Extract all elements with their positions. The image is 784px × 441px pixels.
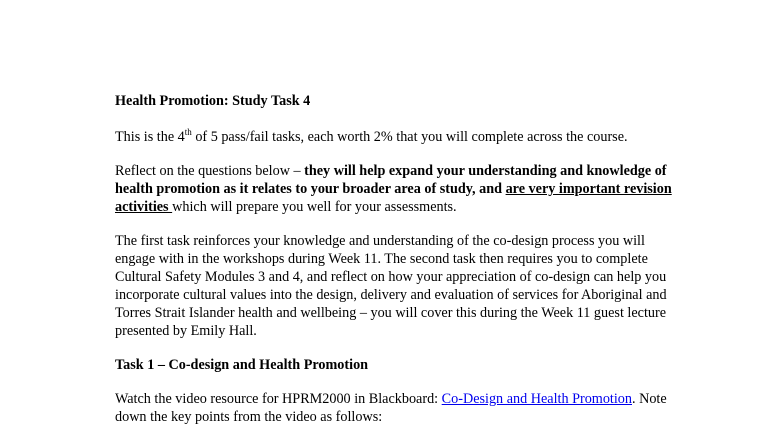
task1-heading: Task 1 – Co-design and Health Promotion	[115, 357, 369, 373]
reflect-paragraph	[115, 162, 675, 216]
intro-text-end: of 5 pass/fail tasks, each worth 2% that you will complete across the course.	[191, 129, 628, 145]
task1-note-text: . Note down the key points from the video as follows:	[115, 391, 667, 425]
intro-paragraph	[115, 128, 675, 146]
reflect-bold-underline-text: are very important revision activities	[115, 181, 672, 215]
tasks-overview-paragraph: The first task reinforces your knowledge and understanding of the co-design process you will engage with in the workshops during Week 11. The second task then requires you to complete Cultural Safety Modules 3 and 4, and reflect on how your appreciation of co-design can help you incorporate cultural values into the design, delivery and evaluation of services for Aboriginal and Torres Strait Islander health and wellbeing – you will cover this during the Week 11 guest lecture presented by Emily Hall.	[115, 233, 667, 339]
task1-instructions	[115, 390, 675, 426]
reflect-bold-text: they will help expand your understanding and knowledge of health promotion as it relates to your broader area of study, and	[115, 163, 667, 197]
document-page	[115, 92, 675, 426]
intro-text-start: This is the 4	[115, 129, 185, 145]
co-design-video-link[interactable]: Co-Design and Health Promotion	[441, 391, 632, 407]
intro-superscript: th	[184, 127, 192, 137]
task1-watch-text: Watch the video resource for HPRM2000 in Blackboard:	[115, 391, 442, 407]
document-title: Health Promotion: Study Task 4	[115, 93, 311, 109]
reflect-lead: Reflect on the questions below –	[115, 163, 305, 179]
reflect-tail: which will prepare you well for your assessments.	[172, 199, 457, 215]
